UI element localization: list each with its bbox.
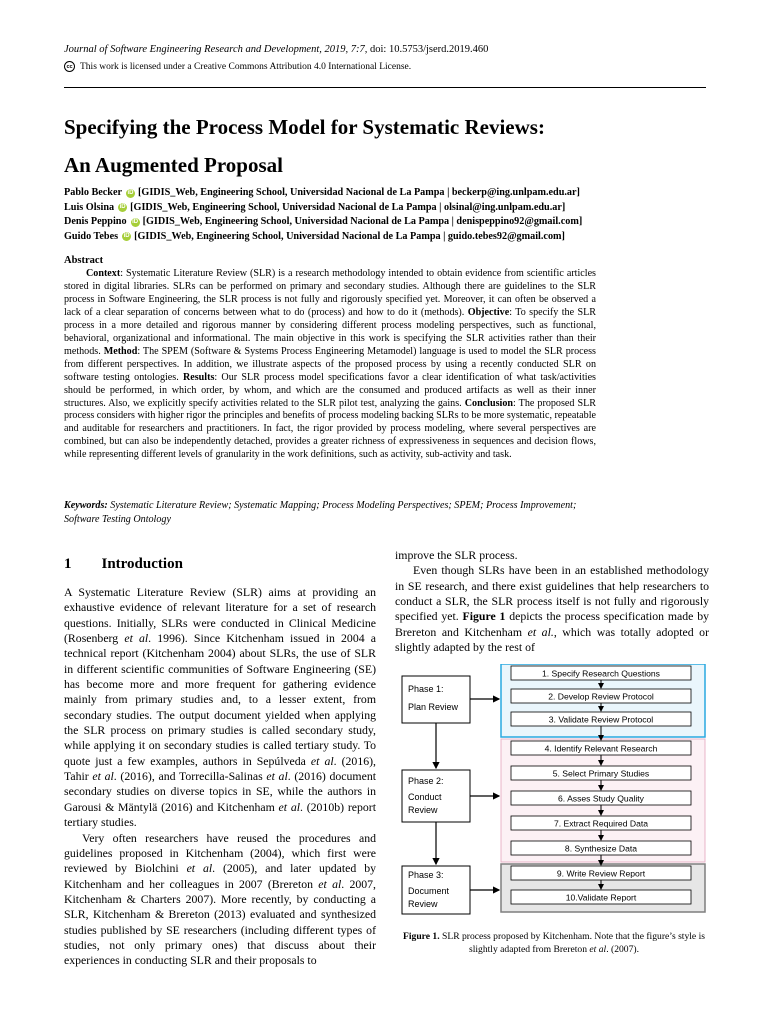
figure-caption: Figure 1. SLR process proposed by Kitchenham. Note that the figure’s style is slightly adapted from Brereton et al. (2007). [403,931,705,955]
svg-text:Review: Review [408,805,438,815]
author-entry: Guido Tebes iD [GIDIS_Web, Engineering School, Universidad Nacional de La Pampa | guido.tebes92@gmail.com] [64,230,565,242]
svg-text:2. Develop Review Protocol: 2. Develop Review Protocol [548,691,654,702]
svg-text:6. Asses Study Quality: 6. Asses Study Quality [558,793,644,804]
phase-box [402,676,470,723]
header-divider [64,87,706,88]
body-column-left [64,585,376,969]
license-line: cc This work is licensed under a Creative Commons Attribution 4.0 International License. [64,61,411,72]
svg-text:10.Validate Report: 10.Validate Report [565,892,637,903]
abstract-heading: Abstract [64,255,104,266]
svg-text:4. Identify Relevant Research: 4. Identify Relevant Research [544,743,658,754]
paragraph: A Systematic Literature Review (SLR) aims at providing an exhaustive evidence of relevant literature for a set of research questions. Initially, SLRs were conducted in Clinical Medicine (Rosenberg et al. 1996). Since Kitchenham issued in 2004 a technical report (Kitchenham 2004) about SLRs, the use of SLR in different scientific communities of Software Engineering (SE) has become more and more frequent for gathering evidence mainly from primary studies and, to a lesser extent, from secondary studies. The output document yielded when applying the SLR process on primary studies is called secondary study, while applying it on secondary studies is called tertiary study. To quote just a few examples, authors in Sepúlveda et al. (2016), Tahir et al. (2016), and Torrecilla-Salinas et al. (2016) document secondary studies on diverse topics in SE, while the authors in Garousi & Mäntylä (2016) and Kitchenham et al. (2010b) report tertiary studies. [64,585,377,830]
orcid-icon[interactable]: iD [132,218,139,225]
slr-process-figure [399,664,709,920]
author-entry: Denis Peppino iD [GIDIS_Web, Engineering School, Universidad Nacional de La Pampa | denispeppino92@gmail.com] [64,216,583,227]
phase-box [402,866,470,914]
svg-text:1. Specify Research Questions: 1. Specify Research Questions [542,668,660,679]
paper-title: Specifying the Process Model for Systematic Reviews: An Augmented Proposal [64,115,545,177]
author-entry: Luis Olsina iD [GIDIS_Web, Engineering School, Universidad Nacional de La Pampa | olsinal@ing.unlpam.edu.ar] [64,201,566,213]
svg-text:Document: Document [408,886,450,896]
svg-text:Conduct: Conduct [408,792,442,802]
svg-text:3. Validate Review Protocol: 3. Validate Review Protocol [548,714,654,725]
body-column-right [395,548,709,655]
orcid-icon[interactable]: iD [123,233,130,240]
svg-text:Phase 1:: Phase 1: [408,684,444,694]
phase-box [402,770,470,822]
author-list [64,186,714,244]
journal-citation: Journal of Software Engineering Research and Development, 2019, 7:7, doi: 10.5753/jserd.2019.460 [64,44,489,55]
paragraph: Very often researchers have reused the procedures and guidelines proposed in Kitchenham (2004), which first were reviewed by Biolchini et al. (2005), and later updated by Kitchenham and her colleagues in 2007 (Brereton et al. 2007, Kitchenham & Charters 2007). More recently, by conducting a SLR, Kitchenham & Brereton (2013) evaluated and synthesized studies published by SE researchers (including different types of studies, not only primary ones) that discuss about their experiences in conducting SLR and their proposals to [64,830,376,968]
paragraph: Even though SLRs have been in an established methodology in SE research, and there exist guidelines that help researchers to conduct a SLR, the SLR process itself is not fully and rigorously specified yet. Figure 1 depicts the process specification made by Brereton and Kitchenham et al., which was totally adopted or slightly adapted by the rest of [395,563,710,655]
svg-text:5. Select Primary Studies: 5. Select Primary Studies [552,768,650,779]
creative-commons-icon: cc [64,61,75,72]
svg-text:9. Write Review Report: 9. Write Review Report [556,868,646,879]
svg-text:Review: Review [408,899,438,909]
orcid-icon[interactable]: iD [119,204,126,211]
keywords: Keywords: Systematic Literature Review; Systematic Mapping; Process Modeling Perspectives; SPEM; Process Improvement; Software Testing Ontology [64,500,577,525]
svg-text:Phase 3:: Phase 3: [408,870,444,880]
abstract-body: Context: Systematic Literature Review (SLR) is a research methodology intended to obtain evidence from scientific articles stored in digital libraries. SLRs can be performed on primary and secondary studies. Although there are guidelines to the SLR process in Software Engineering, the SLR process is not fully and rigorously specified yet. Moreover, it can often be observed a lack of a clear separation of concerns between what to do (process) and how to do it (methods). Objective: To specify the SLR process in a more detailed and rigorous manner by considering different process modeling perspectives, such as functional, behavioral, organizational and informational. The main objective in this work is specifying the SLR activities rather than their methods. Method: The SPEM (Software & Systems Process Engineering Metamodel) language is used to model the SLR process from different perspectives. In addition, we illustrate aspects of the proposed process by using a recently conducted SLR on software testing ontologies. Results: Our SLR process model specifications favor a clear identification of what task/activities should be performed, in which order, by whom, and which are the consumed and produced artifacts as well as their inner structures. Also, we explicitly specify activities related to the SLR pilot test, analyzing the gains. Conclusion: The proposed SLR process considers with higher rigor the principles and benefits of process modeling backing SLRs to be more systematic, repeatable and auditable for researchers and practitioners. In fact, the rigor provided by process modeling, where several perspectives are combined, but can also be independently detached, provides a greater richness of expressiveness in sequences and decision flows, while representing different levels of granularity in the work definitions, such as activity, sub-activity and task. [64,268,596,461]
svg-text:Phase 2:: Phase 2: [408,776,444,786]
author-entry: Pablo Becker iD [GIDIS_Web, Engineering School, Universidad Nacional de La Pampa | beckerp@ing.unlpam.edu.ar] [64,187,580,198]
svg-text:7. Extract Required Data: 7. Extract Required Data [553,818,649,829]
orcid-icon[interactable]: iD [127,189,134,196]
section-heading: 1 Introduction [64,556,183,572]
paragraph: improve the SLR process. [395,548,518,562]
svg-text:Plan Review: Plan Review [408,702,459,712]
svg-text:8. Synthesize Data: 8. Synthesize Data [564,843,638,854]
step-box [511,890,691,904]
